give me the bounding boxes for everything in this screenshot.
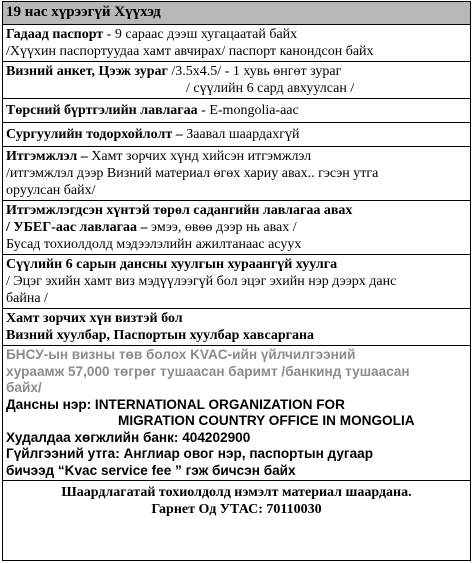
account-name-line2: MIGRATION COUNTRY OFFICE IN MONGOLIA [118,413,415,428]
invitation-line2: /итгэмжлэл дээр Визний материал өгөх хариу авах.. гэсэн утга [6,166,379,181]
bank-statement-line2: / Эцэг эхийн хамт виз мэдүүлээгүй бол эцэг эхийн нэр дээрх данс [6,274,397,289]
school-ref-row [3,122,470,146]
invitation-line3: оруулсан байх/ [6,183,96,198]
footer-line1: Шаардлагатай тохиолдолд нэмэлт материал шаардана. [61,485,412,500]
fee-line3: байх/ [6,380,42,395]
companion-line2: Визний хуулбар, Паспортын хуулбар хавсаргана [6,328,315,343]
bank-statement-row [3,254,470,308]
relation-ref-row [3,200,470,254]
purpose-line1: Гүйлгээний утга: Англиар овог нэр, паспортын дугаар [6,446,373,461]
fee-row [3,345,470,480]
section-title [3,2,470,24]
visa-form-row [3,61,470,98]
passport-note: /Хүүхин паспортуудаа хамт авчирах/ паспорт канондсон байх [6,44,374,59]
companion-line1: Хамт зорчих хүн визтэй бол [6,311,183,326]
bank-account-line: Худалдаа хөгжлийн банк: 404202900 [6,429,251,445]
relation-ref-label-1: Итгэмжлэгдсэн хүнтэй төрөл садангийн лавлагаа авах [6,203,353,218]
invitation-row [3,146,470,200]
relation-ref-label-2: / УБЕГ-аас лавлагаа – [6,220,148,235]
relation-ref-text: эмээ, өвөө дээр нь авах / [147,220,297,235]
bank-statement-line3: байна / [6,291,48,306]
section-title-text: 19 нас хүрээгүй Хүүхэд [6,4,161,20]
invitation-text: Хамт зорчих хүнд хийсэн итгэмжлэл [87,149,312,164]
footer-contact: Гарнет Од УТАС: 70110030 [151,502,322,517]
purpose-line2: бичээд “Kvac service fee ” гэж бичсэн байх [6,462,296,478]
invitation-label: Итгэмжлэл – [6,149,88,164]
relation-ref-line3: Бусад тохиолдолд мэдээлэлийн ажилтанаас асуух [6,237,302,252]
birth-cert-text: - E-mongolia-аас [197,103,299,118]
school-ref-label: Сургуулийн тодорхойлолт – [6,127,183,142]
fee-line1: БНСУ-ын визны төв болох KVAC-ийн үйлчилгээний [6,347,356,362]
requirements-table [2,1,471,561]
birth-cert-row [3,98,470,122]
fee-line2: хураамж 57,000 төгрөг тушаасан баримт /банкинд тушаасан [6,363,410,379]
passport-label: Гадаад паспорт [6,27,104,42]
footer [3,480,470,520]
companion-row [3,308,470,345]
bank-statement-label: Сүүлийн 6 сарын дансны хуулгын хураангүй хуулга [6,257,338,272]
passport-row [3,24,470,61]
account-name-line1: Дансны нэр: INTERNATIONAL ORGANIZATION FOR [6,396,345,412]
birth-cert-label: Төрсний бүртгэлийн лавлагаа [6,103,198,118]
visa-form-label: Визний анкет, Цээж зураг [6,64,168,79]
school-ref-text: Заавал шаардахгүй [182,127,300,142]
passport-text: - 9 сараас дээш хугацаатай байх [103,27,298,42]
visa-form-text: /3.5x4.5/ - 1 хувь өнгөт зураг [167,64,342,79]
visa-form-note: / сүүлийн 6 сард авхуулсан / [186,81,355,96]
